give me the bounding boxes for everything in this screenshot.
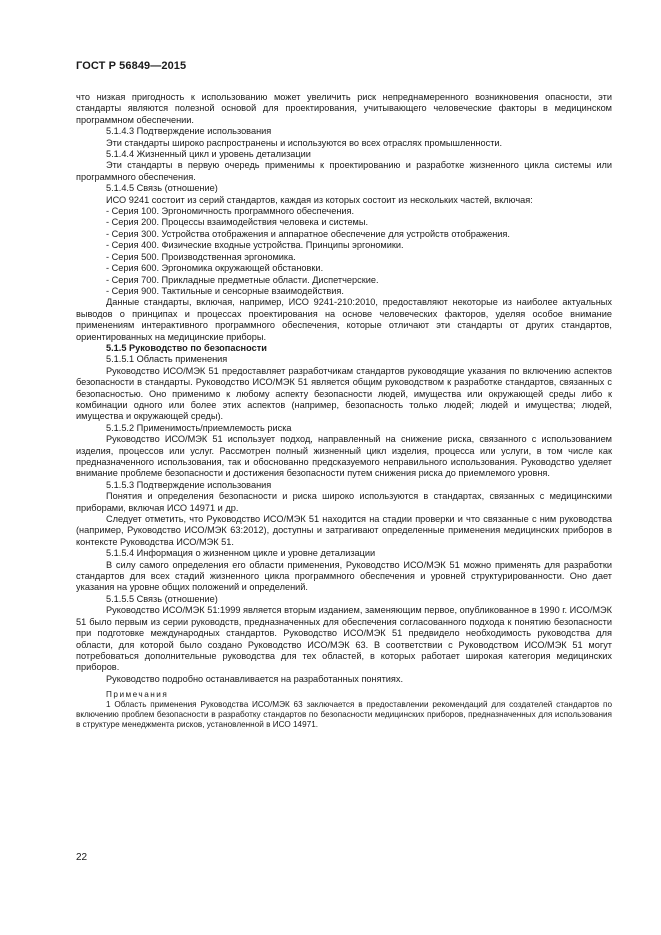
list-item: - Серия 400. Физические входные устройства. Принципы эргономики. [106,240,404,251]
notes-block [76,690,612,730]
paragraph: 5.1.5.4 Информация о жизненном цикле и уровне детализации [106,548,376,559]
list-item: - Серия 200. Процессы взаимодействия человека и системы. [106,217,369,228]
paragraph: Понятия и определения безопасности и риска широко используются в стандартах, связанных с медицинскими приборами, включая ИСО 14971 и др. [76,491,612,513]
paragraph: 5.1.5.5 Связь (отношение) [106,593,218,604]
list-item: - Серия 700. Прикладные предметные области. Диспетчерские. [106,274,379,285]
list-item: - Серия 600. Эргономика окружающей обстановки. [106,263,324,274]
paragraph: В силу самого определения его области применения, Руководство ИСО/МЭК 51 можно применять для разработки стандартов для всех стадий жизненного цикла программного обеспечения и уровней структурированности. Оно дает указания на уровне общих положений и определений. [76,559,612,593]
paragraph: 5.1.4.3 Подтверждение использования [106,126,272,137]
document-header: ГОСТ Р 56849—2015 [76,60,187,72]
paragraph: 5.1.4.5 Связь (отношение) [106,183,218,194]
page-number: 22 [76,852,88,863]
paragraph: Следует отметить, что Руководство ИСО/МЭК 51 находится на стадии проверки и что связанные с ним руководства (например, Руководство ИСО/МЭК 63:2012), доступны и затрагивают определенные применения медицинских приборов в контексте Руководства ИСО/МЭК 51. [76,514,612,547]
note-item: 1 Область применения Руководства ИСО/МЭК 63 заключается в предоставлении рекомендаций для создателей стандартов по включению проблем безопасности в разработку стандартов по безопасности медицинских приборов, предназначенных для использования в структуре менеджмента рисков, установленной в ИСО 14971. [76,700,612,730]
list-item: - Серия 500. Производственная эргономика. [106,251,296,262]
list-item: - Серия 900. Тактильные и сенсорные взаимодействия. [106,285,344,296]
paragraph: ИСО 9241 состоит из серий стандартов, каждая из которых состоит из нескольких частей, включая: [106,194,533,205]
paragraph: Эти стандарты широко распространены и используются во всех отраслях промышленности. [106,137,503,148]
list-item: - Серия 100. Эргономичность программного обеспечения. [106,206,355,217]
paragraph: Руководство ИСО/МЭК 51:1999 является вторым изданием, заменяющим первое, опубликованное в 1990 г. ИСО/МЭК 51 было первым из серии руководств, предназначенных для обеспечения согласованного подхода к понятию безопасности при подготовке международных стандартов. Руководство ИСО/МЭК 51 предвидело необходимость руководства для области, для которой было создано Руководство ИСО/МЭК 63. В соответствии с Руководством ИСО/МЭК 51 могут потребоваться дополнительные руководства для тех областей, в которых работает широкая категория медицинских приборов. [76,605,612,673]
paragraph: Руководство подробно останавливается на разработанных понятиях. [106,673,404,684]
paragraph: Эти стандарты в первую очередь применимы к проектированию и разработке жизненного цикла системы или программного обеспечения. [76,160,612,182]
paragraph: 5.1.5.2 Применимость/приемлемость риска [106,422,292,433]
section-heading: 5.1.5 Руководство по безопасности [106,342,267,353]
paragraph: Руководство ИСО/МЭК 51 использует подход, направленный на снижение риска, связанного с использованием изделия, процессов или услуг. Рассмотрен полный жизненный цикл изделия, процесса или услуги, в том числе как предназначенного использования, так и обоснованно предсказуемого неправильного использования. Руководство уделяет внимание проблеме безопасности и достижения безопасности путем снижения риска до приемлемого уровня. [76,434,612,479]
paragraph: что низкая пригодность к использованию может увеличить риск непреднамеренного возникновения опасности, эти стандарты являются полезной основой для проектирования, учитывающего человеческие факторы в медицинском программном обеспечении. [76,92,612,125]
paragraph: 5.1.4.4 Жизненный цикл и уровень детализации [106,149,311,160]
list-item: - Серия 300. Устройства отображения и аппаратное обеспечение для устройств отображения. [106,228,510,239]
paragraph: Руководство ИСО/МЭК 51 предоставляет разработчикам стандартов руководящие указания по включению аспектов безопасности в стандарты. Руководство ИСО/МЭК 51 является общим руководством к разработке стандартов, связанных с безопасностью. Оно применимо к любому аспекту безопасности людей, имущества или окружающей среды либо к комбинации одного или более этих аспектов (например, безопасность только людей; людей и имущества; людей, имущества и окружающей среды). [76,365,612,422]
paragraph: 5.1.5.1 Область применения [106,354,228,365]
paragraph: Данные стандарты, включая, например, ИСО 9241-210:2010, предоставляют некоторые из наиболее актуальных выводов о принципах и процессах проектирования на основе человеческих факторов, уделяя особое внимание применениям интерактивного программного обеспечения, которые отличают эти стандарты от других стандартов, ориентированных на медицинские приборы. [76,297,612,342]
notes-title: Примечания [106,690,169,700]
document-body [76,92,612,730]
paragraph: 5.1.5.3 Подтверждение использования [106,479,272,490]
